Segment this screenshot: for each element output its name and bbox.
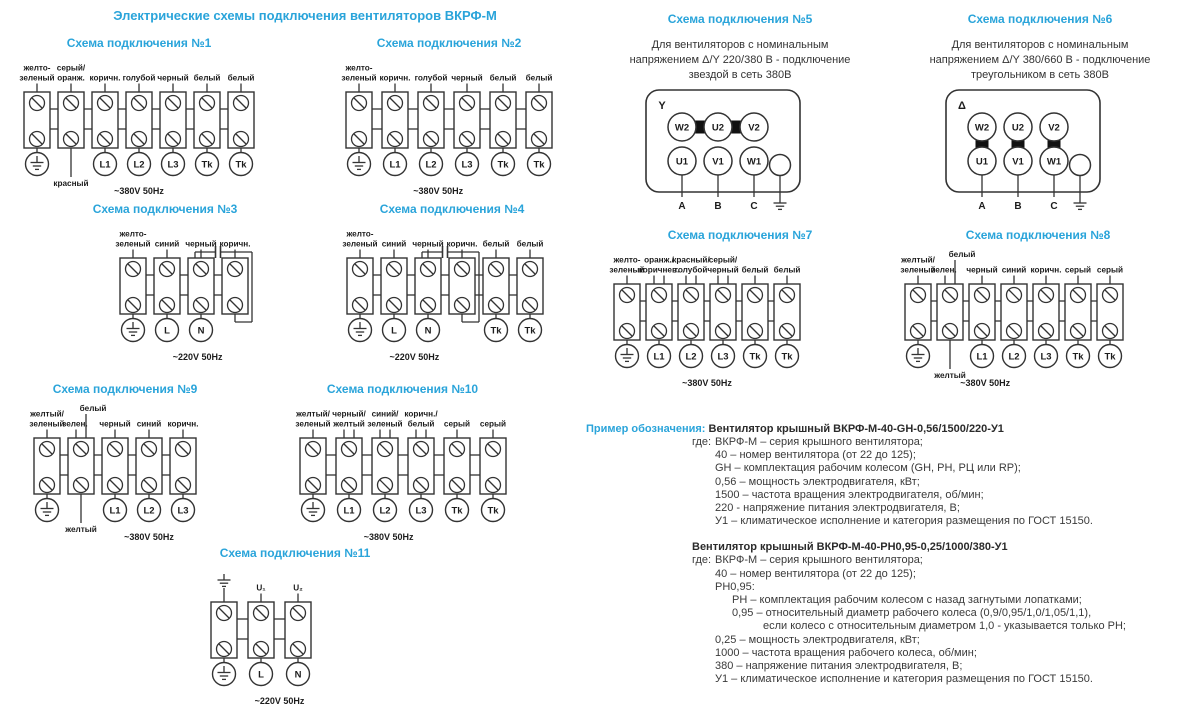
svg-text:Tk: Tk: [490, 325, 502, 337]
svg-text:~220V 50Hz: ~220V 50Hz: [389, 352, 440, 362]
terminal-block: [332, 410, 366, 522]
svg-text:желтый: желтый: [332, 419, 365, 429]
svg-text:белый: белый: [482, 239, 510, 249]
svg-text:красный/: красный/: [672, 255, 710, 265]
svg-text:Tk: Tk: [524, 325, 536, 337]
svg-text:черный: черный: [966, 265, 998, 275]
terminal-block: [248, 584, 274, 686]
scheme-2-diagram: [338, 56, 560, 198]
scheme-1-title: Схема подключения №1: [66, 36, 212, 50]
svg-text:Y: Y: [658, 100, 666, 112]
svg-text:голубой: голубой: [414, 73, 448, 83]
example-line: 1000 – частота вращения рабочего колеса, об/мин;: [715, 646, 977, 659]
terminal-block: [707, 256, 738, 368]
svg-text:W1: W1: [746, 156, 762, 168]
example-line: 40 – номер вентилятора (от 22 до 125);: [715, 567, 916, 580]
svg-text:синий/: синий/: [371, 409, 398, 419]
svg-text:оранж./: оранж./: [644, 255, 674, 265]
terminal-block: [90, 74, 121, 176]
svg-text:черный: черный: [412, 239, 444, 249]
terminal-block: [639, 256, 680, 368]
scheme-11-title: Схема подключения №11: [219, 546, 371, 560]
svg-text:L3: L3: [717, 351, 729, 363]
terminal-block: [19, 64, 54, 176]
example-line: 0,95 – относительный диаметр рабочего колеса (0,9/0,95/1,0/1,05/1,1),: [732, 607, 1092, 620]
example-line: где: ВКРФ-М – серия крышного вентилятора;: [692, 554, 923, 567]
svg-text:Tk: Tk: [781, 351, 793, 363]
terminal-block: [194, 73, 221, 176]
svg-text:Tk: Tk: [1104, 351, 1116, 363]
example-line: 0,25 – мощность электродвигателя, кВт;: [715, 633, 920, 646]
scheme-4-diagram: [339, 222, 565, 364]
svg-text:синий: синий: [381, 239, 407, 249]
svg-text:W1: W1: [1046, 156, 1062, 168]
scheme-5-description: [596, 38, 884, 83]
scheme-8-title: Схема подключения №8: [965, 228, 1111, 242]
terminal-block: [447, 240, 478, 315]
scheme-10-title: Схема подключения №10: [326, 382, 479, 396]
svg-text:коричнев.: коричнев.: [638, 265, 680, 275]
svg-text:черный: черный: [707, 265, 739, 275]
svg-text:L: L: [164, 325, 170, 337]
svg-text:желтый/: желтый/: [901, 255, 935, 265]
terminal-block: [415, 73, 448, 176]
svg-text:красный: красный: [53, 179, 89, 188]
terminal-block: [53, 64, 88, 189]
terminal-block: [157, 74, 188, 176]
terminal-block: [443, 420, 469, 522]
svg-text:зеленый: зеленый: [29, 419, 65, 429]
example-line: 0,56 – мощность электродвигателя, кВт;: [715, 475, 920, 488]
example-line: 40 – номер вентилятора (от 22 до 125);: [715, 449, 916, 462]
svg-text:Tk: Tk: [450, 505, 463, 517]
terminal-block: [154, 240, 180, 342]
scheme-3: [50, 202, 280, 364]
svg-text:L2: L2: [685, 351, 697, 363]
svg-text:W2: W2: [974, 122, 990, 134]
svg-text:~380V 50Hz: ~380V 50Hz: [960, 378, 1011, 388]
terminal-block: [526, 73, 553, 176]
svg-text:желто-: желто-: [23, 63, 51, 73]
terminal-block: [211, 574, 237, 686]
terminal-block: [517, 239, 544, 342]
svg-text:~380V 50Hz: ~380V 50Hz: [114, 186, 164, 196]
example-line: 1500 – частота вращения электродвигателя, об/мин;: [715, 488, 984, 501]
scheme-2-title: Схема подключения №2: [376, 36, 522, 50]
svg-text:L2: L2: [143, 505, 155, 517]
svg-text:L: L: [258, 669, 264, 681]
svg-text:синий: синий: [1001, 265, 1027, 275]
svg-text:L3: L3: [1040, 351, 1052, 363]
svg-text:голубой: голубой: [674, 265, 708, 275]
svg-text:желто-: желто-: [119, 229, 147, 239]
terminal-block: [483, 239, 510, 342]
terminal-block: [1001, 266, 1027, 368]
terminal-block: [228, 73, 255, 176]
scheme-11-diagram: [203, 566, 319, 708]
svg-text:V1: V1: [1012, 156, 1024, 168]
svg-text:серый: серый: [1064, 265, 1092, 275]
example-line: 220 - напряжение питания электродвигателя, В;: [715, 502, 960, 515]
svg-text:Δ: Δ: [958, 100, 966, 112]
example-line: У1 – климатическое исполнение и категория размещения по ГОСТ 15150.: [715, 515, 1093, 528]
description-line: Для вентиляторов с номинальным: [651, 39, 829, 51]
svg-text:коричн.: коричн.: [167, 419, 199, 429]
terminal-block: [451, 74, 482, 176]
svg-text:L3: L3: [167, 159, 179, 171]
svg-text:N: N: [294, 669, 302, 681]
example-title-1: Вентилятор крышный ВКРФ-М-40-GH-0,56/1500/220-У1: [708, 423, 1004, 435]
terminal-block: [966, 266, 997, 368]
terminal-block: [367, 410, 402, 522]
terminal-block: [381, 240, 407, 342]
svg-text:желтый: желтый: [65, 525, 97, 534]
svg-text:серый: серый: [479, 419, 506, 429]
svg-text:черный: черный: [99, 419, 131, 429]
svg-text:A: A: [678, 201, 686, 212]
svg-text:желтый/: желтый/: [295, 409, 330, 419]
example-line: 380 – напряжение питания электродвигателя, В;: [715, 660, 963, 673]
svg-text:B: B: [714, 201, 722, 212]
scheme-9-diagram: [26, 402, 204, 544]
svg-text:L1: L1: [342, 505, 355, 517]
svg-text:L3: L3: [461, 159, 473, 171]
terminal-block: [479, 420, 505, 522]
description-line: треугольником в сеть 380В: [970, 69, 1109, 81]
svg-text:~380V 50Hz: ~380V 50Hz: [363, 532, 413, 542]
svg-text:L1: L1: [653, 351, 665, 363]
example-line: У1 – климатическое исполнение и категория размещения по ГОСТ 15150.: [715, 673, 1093, 686]
svg-text:U2: U2: [1011, 122, 1025, 134]
svg-text:U1: U1: [675, 156, 689, 168]
svg-text:зеленый: зеленый: [342, 239, 378, 249]
svg-text:белый: белый: [193, 73, 221, 83]
svg-text:~380V 50Hz: ~380V 50Hz: [124, 532, 174, 542]
scheme-9: [10, 382, 240, 544]
svg-text:черный/: черный/: [331, 409, 366, 419]
terminal-block: [220, 240, 251, 315]
svg-text:L2: L2: [378, 505, 391, 517]
scheme-5-diagram: [638, 87, 808, 221]
example-line: где: ВКРФ-М – серия крышного вентилятора;: [692, 436, 923, 448]
svg-text:L1: L1: [389, 159, 401, 171]
description-line: напряжением Δ/Y 220/380 В - подключение: [629, 54, 851, 66]
svg-text:зеленый: зеленый: [19, 73, 55, 83]
svg-text:~220V 50Hz: ~220V 50Hz: [254, 696, 305, 706]
svg-text:V2: V2: [748, 122, 760, 134]
svg-text:Tk: Tk: [749, 351, 761, 363]
svg-text:L1: L1: [99, 159, 111, 171]
scheme-5-title: Схема подключения №5: [667, 12, 813, 26]
description-line: звездой в сеть 380В: [688, 69, 792, 81]
svg-text:белый: белый: [948, 250, 976, 259]
scheme-3-diagram: [112, 222, 270, 364]
terminal-block: [185, 240, 216, 342]
terminal-block: [412, 240, 443, 342]
scheme-11: [195, 546, 395, 708]
terminal-block: [123, 73, 156, 176]
svg-text:синий: синий: [154, 239, 180, 249]
svg-text:желтый/: желтый/: [30, 409, 64, 419]
scheme-4-title: Схема подключения №4: [379, 202, 525, 216]
svg-text:белый: белый: [741, 265, 769, 275]
terminal-block: [1097, 266, 1123, 368]
scheme-6-description: [896, 38, 1184, 83]
terminal-block: [672, 256, 710, 368]
page-title: Электрические схемы подключения вентиляторов ВКРФ-М: [113, 8, 497, 23]
svg-text:зеленый: зеленый: [294, 419, 331, 429]
svg-text:коричн.: коричн.: [219, 239, 251, 249]
terminal-block: [900, 256, 935, 368]
svg-text:черный: черный: [185, 239, 217, 249]
svg-text:L2: L2: [425, 159, 437, 171]
svg-text:U₂: U₂: [293, 583, 303, 593]
description-line: напряжением Δ/Y 380/660 В - подключение: [929, 54, 1151, 66]
scheme-7: [598, 228, 882, 390]
svg-text:серый: серый: [1096, 265, 1124, 275]
svg-text:зеленый: зеленый: [609, 265, 645, 275]
svg-text:L1: L1: [976, 351, 988, 363]
scheme-5: [590, 12, 890, 221]
svg-text:белый: белый: [516, 239, 544, 249]
svg-text:C: C: [750, 201, 758, 212]
scheme-1: [14, 36, 264, 198]
svg-text:белый: белый: [489, 73, 517, 83]
svg-text:коричн.: коричн.: [1030, 265, 1062, 275]
scheme-8: [893, 228, 1183, 390]
svg-text:коричн.: коричн.: [379, 73, 411, 83]
svg-text:~380V 50Hz: ~380V 50Hz: [682, 378, 732, 388]
svg-text:A: A: [978, 201, 986, 212]
example-line: РН0,95:: [715, 580, 755, 593]
terminal-block: [99, 420, 130, 522]
scheme-7-title: Схема подключения №7: [667, 228, 813, 242]
svg-text:серый/: серый/: [56, 63, 86, 73]
scheme-1-diagram: [16, 56, 262, 198]
scheme-2: [334, 36, 564, 198]
svg-text:белый: белый: [407, 419, 434, 429]
svg-text:зеленый: зеленый: [366, 419, 403, 429]
scheme-6: [890, 12, 1184, 221]
svg-text:Tk: Tk: [1072, 351, 1084, 363]
scheme-7-diagram: [606, 248, 808, 390]
svg-text:белый: белый: [773, 265, 801, 275]
svg-text:зелен.: зелен.: [62, 419, 88, 429]
example-title-2: Вентилятор крышный ВКРФ-М-40-РН0,95-0,25/1000/380-У1: [692, 541, 1008, 554]
scheme-10: [285, 382, 520, 544]
terminal-block: [342, 230, 377, 342]
svg-text:серый: серый: [443, 419, 470, 429]
svg-text:C: C: [1050, 201, 1058, 212]
example-line: если колесо с относительным диаметром 1,0 - указывается только РН;: [763, 620, 1126, 633]
svg-text:L2: L2: [1008, 351, 1020, 363]
svg-text:зелен.: зелен.: [931, 265, 957, 275]
svg-text:белый: белый: [79, 404, 107, 413]
svg-text:коричн.: коричн.: [446, 239, 478, 249]
svg-text:L2: L2: [133, 159, 145, 171]
svg-text:N: N: [197, 325, 205, 337]
scheme-3-title: Схема подключения №3: [92, 202, 238, 216]
svg-text:Tk: Tk: [497, 159, 509, 171]
svg-text:голубой: голубой: [122, 73, 156, 83]
terminal-block: [774, 265, 801, 368]
example-label: Пример обозначения:: [586, 423, 706, 435]
terminal-block: [742, 265, 769, 368]
svg-text:желто-: желто-: [613, 255, 641, 265]
terminal-block: [490, 73, 517, 176]
svg-text:зеленый: зеленый: [900, 265, 936, 275]
scheme-6-diagram: [938, 87, 1108, 221]
terminal-block: [341, 64, 376, 176]
svg-text:V1: V1: [712, 156, 724, 168]
svg-text:белый: белый: [227, 73, 255, 83]
example-section: [586, 423, 1184, 686]
example-line: РН – комплектация рабочим колесом с назад загнутыми лопатками;: [732, 594, 1082, 607]
terminal-block: [1031, 266, 1062, 368]
terminal-block: [380, 74, 411, 176]
example-block-2: [692, 554, 1184, 686]
terminal-block: [1065, 266, 1091, 368]
svg-text:Tk: Tk: [201, 159, 213, 171]
svg-text:L1: L1: [109, 505, 121, 517]
terminal-block: [404, 410, 438, 522]
terminal-block: [168, 420, 199, 522]
svg-text:синий: синий: [136, 419, 162, 429]
svg-text:Tk: Tk: [533, 159, 545, 171]
svg-text:зеленый: зеленый: [341, 73, 377, 83]
svg-text:желто-: желто-: [346, 229, 374, 239]
terminal-block: [295, 410, 330, 522]
svg-text:Tk: Tk: [235, 159, 247, 171]
svg-text:U1: U1: [975, 156, 989, 168]
svg-text:U2: U2: [711, 122, 725, 134]
svg-text:L: L: [391, 325, 397, 337]
svg-text:L3: L3: [177, 505, 189, 517]
svg-text:L3: L3: [414, 505, 427, 517]
terminal-block: [29, 410, 64, 522]
scheme-10-diagram: [292, 402, 514, 544]
svg-text:черный: черный: [451, 73, 483, 83]
svg-text:~220V 50Hz: ~220V 50Hz: [172, 352, 223, 362]
scheme-6-title: Схема подключения №6: [967, 12, 1113, 26]
svg-text:V2: V2: [1048, 122, 1060, 134]
svg-text:коричн.: коричн.: [89, 73, 121, 83]
svg-text:U₁: U₁: [256, 583, 266, 593]
description-line: Для вентиляторов с номинальным: [951, 39, 1129, 51]
svg-text:Tk: Tk: [486, 505, 499, 517]
terminal-block: [115, 230, 150, 342]
svg-text:N: N: [424, 325, 432, 337]
svg-text:желтый: желтый: [934, 371, 966, 380]
svg-text:желто-: желто-: [345, 63, 373, 73]
scheme-8-diagram: [897, 248, 1131, 390]
svg-text:серый/: серый/: [708, 255, 738, 265]
example-head: [586, 423, 1184, 435]
svg-text:зеленый: зеленый: [115, 239, 151, 249]
scheme-9-title: Схема подключения №9: [52, 382, 198, 396]
svg-text:W2: W2: [674, 122, 690, 134]
svg-text:оранж.: оранж.: [57, 73, 85, 83]
svg-text:B: B: [1014, 201, 1022, 212]
svg-text:черный: черный: [157, 73, 189, 83]
scheme-4: [334, 202, 570, 364]
terminal-block: [136, 420, 162, 522]
svg-text:коричн./: коричн./: [403, 409, 438, 419]
svg-text:~380V 50Hz: ~380V 50Hz: [413, 186, 464, 196]
terminal-block: [285, 584, 311, 686]
example-line: GH – комплектация рабочим колесом (GH, РН, РЦ или RP);: [715, 462, 1021, 475]
svg-text:белый: белый: [525, 73, 553, 83]
example-block-1: [692, 436, 1184, 528]
